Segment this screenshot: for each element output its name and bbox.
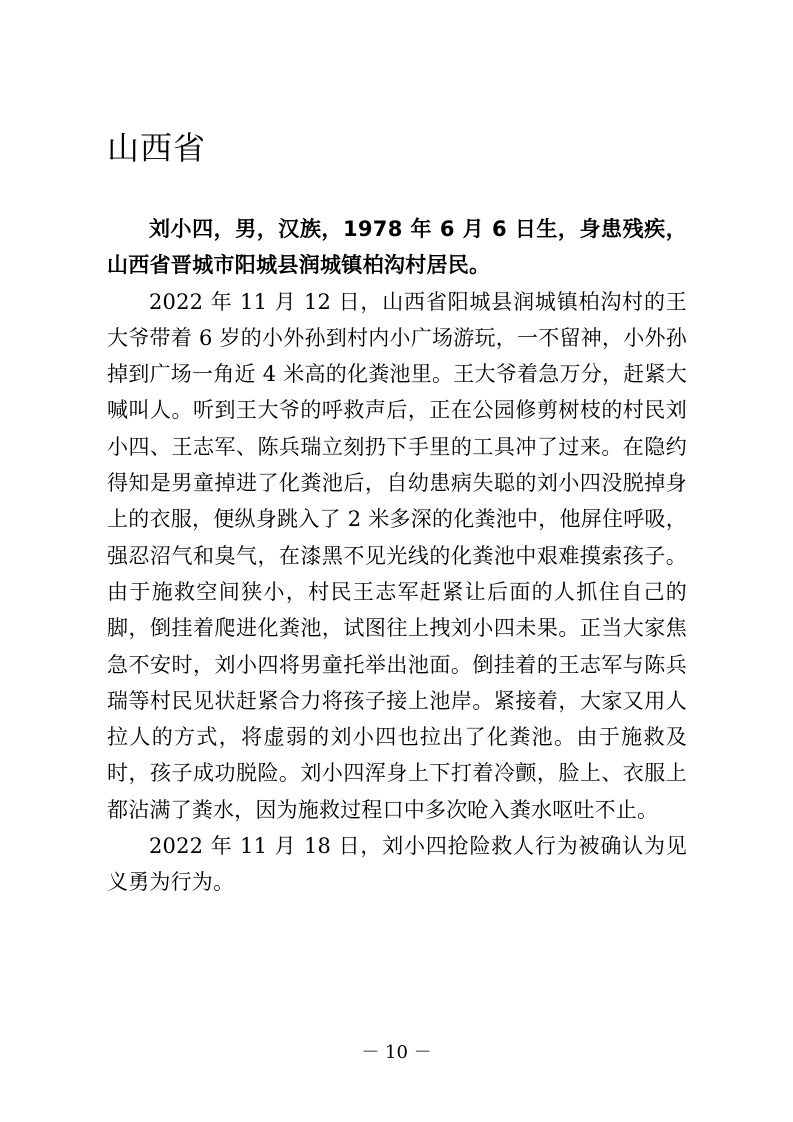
conclusion-paragraph: 2022 年 11 月 18 日，刘小四抢险救人行为被确认为见义勇为行为。 — [107, 834, 687, 895]
event-paragraph: 2022 年 11 月 12 日，山西省阳城县润城镇柏沟村的王大爷带着 6 岁的小外孙到村内小广场游玩，一不留神，小外孙掉到广场一角近 4 米高的化粪池里。王大爷着急万分，赶紧大喊叫人。听到王大爷的呼救声后，正在公园修剪树枝的村民刘小四、王志军、陈兵瑞立刻扔下手里的工具冲了过来。在隐约得知是男童掉进了化粪池后，自幼患病失聪的刘小四没脱掉身上的衣服，便纵身跳入了 2 米多深的化粪池中，他屏住呼吸，强忍沼气和臭气，在漆黑不见光线的化粪池中艰难摸索孩子。由于施救空间狭小，村民王志军赶紧让后面的人抓住自己的脚，倒挂着爬进化粪池，试图往上拽刘小四未果。正当大家焦急不安时，刘小四将男童托举出池面。倒挂着的王志军与陈兵瑞等村民见状赶紧合力将孩子接上池岸。紧接着，大家又用人拉人的方式，将虚弱的刘小四也拉出了化粪池。由于施救及时，孩子成功脱险。刘小四浑身上下打着冷颤，脸上、衣服上都沾满了粪水，因为施救过程口中多次呛入粪水呕吐不止。 — [107, 289, 687, 822]
intro-paragraph: 刘小四，男，汉族，1978 年 6 月 6 日生，身患残疾，山西省晋城市阳城县润城镇柏沟村居民。 — [107, 217, 687, 278]
page-number: － 10 － — [361, 1042, 432, 1063]
body-text — [107, 211, 687, 901]
section-heading: 山西省 — [107, 129, 207, 167]
